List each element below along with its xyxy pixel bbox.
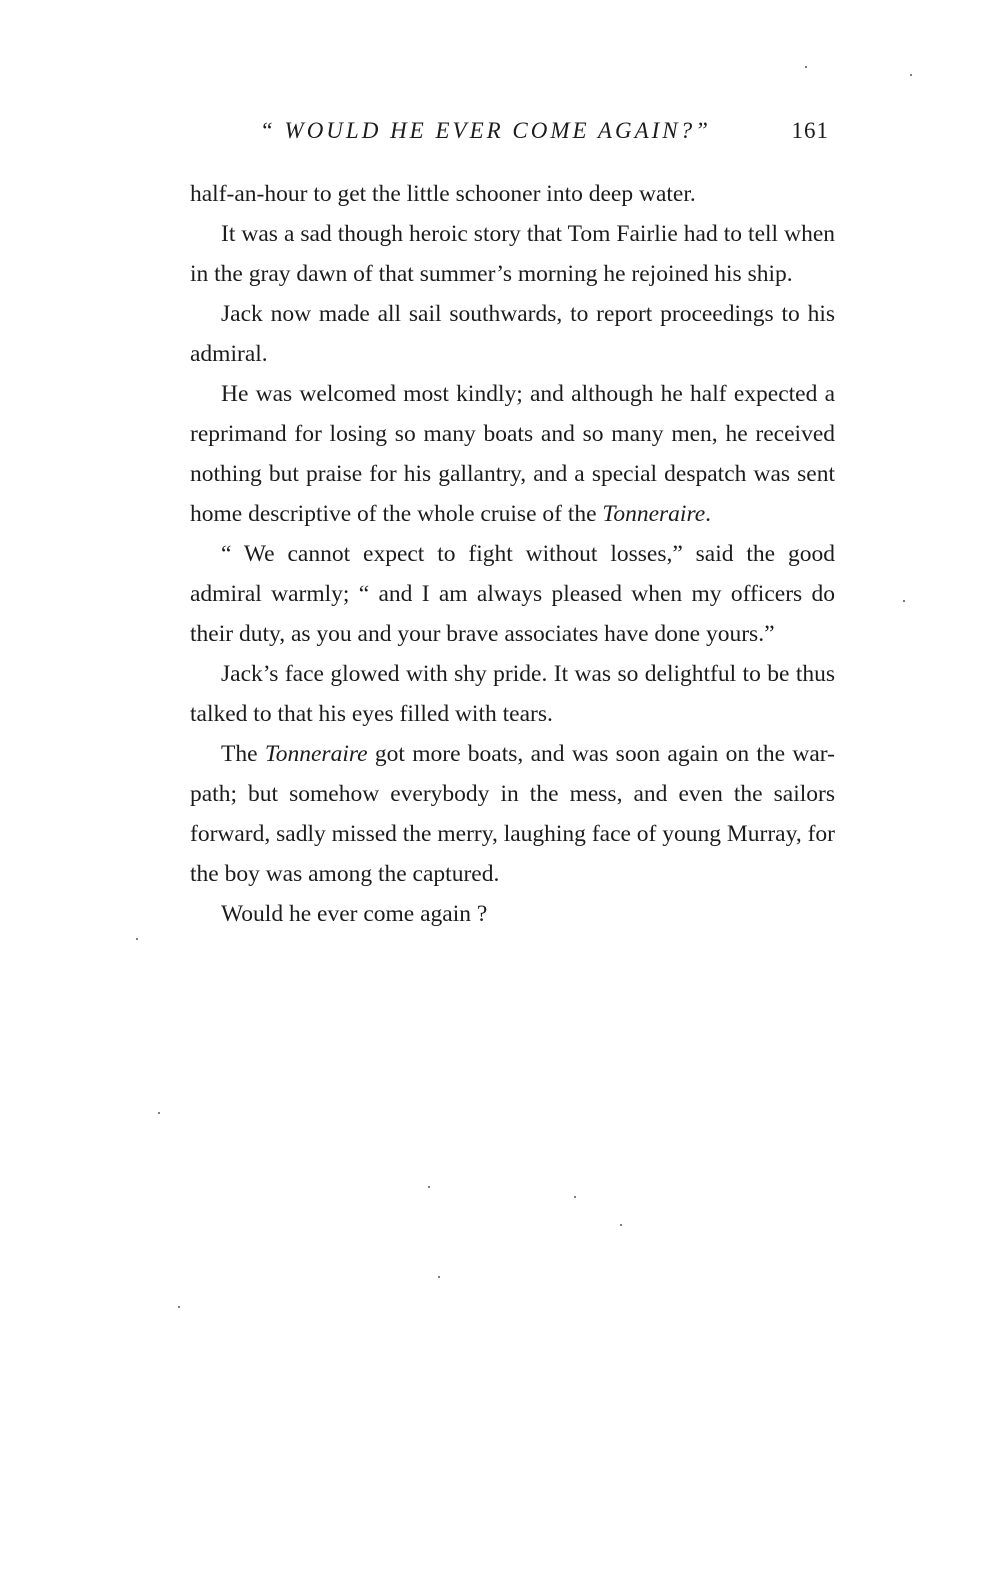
scan-speck (178, 1306, 180, 1308)
paragraph-1: half-an-hour to get the little schooner into deep water. (190, 181, 696, 207)
paragraph-7-text: got more boats, and was soon again on the war-path; but somehow everybody in the mess, and even the sailors forward, sadly missed the merry, laughing face of young Murray, for the boy was among the captured. (190, 741, 835, 887)
paragraph-4-text: He was welcomed most kindly; and although he half expected a reprimand for losing so many boats and so many men, he received nothing but praise for his gallantry, and a special despatch was sent home descriptive of the whole cruise of the (190, 381, 835, 527)
paragraph-5: “ We cannot expect to fight without losses,” said the good admiral warmly; “ and I am always pleased when my officers do their duty, as you and your brave associates have done yours.” (190, 541, 835, 647)
paragraph-7-start: The (221, 741, 265, 767)
running-title: “ WOULD HE EVER COME AGAIN?” (260, 118, 711, 143)
paragraph-8: Would he ever come again ? (221, 901, 488, 927)
paragraph-4-end: . (705, 501, 712, 527)
scan-speck (438, 1276, 440, 1278)
paragraph-2: It was a sad though heroic story that Tom Fairlie had to tell when in the gray dawn of that summer’s morning he rejoined his ship. (190, 221, 835, 287)
scan-speck (805, 66, 807, 68)
scan-speck (903, 600, 905, 602)
scan-speck (574, 1196, 576, 1198)
ship-name: Tonneraire (264, 741, 368, 767)
scan-speck (910, 74, 912, 76)
paragraph-6: Jack’s face glowed with shy pride. It was so delightful to be thus talked to that his eyes filled with tears. (190, 661, 835, 727)
paragraph-3: Jack now made all sail southwards, to report proceedings to his admiral. (190, 301, 835, 367)
scan-speck (158, 1112, 160, 1114)
paragraph-4 (190, 374, 835, 534)
ship-name: Tonneraire (602, 501, 706, 527)
paragraph-7 (190, 734, 835, 894)
scan-speck (620, 1224, 622, 1226)
page-number: 161 (791, 118, 829, 143)
running-head (190, 118, 835, 152)
scan-speck (428, 1186, 430, 1188)
scan-speck (136, 938, 138, 940)
text-body (190, 174, 835, 934)
